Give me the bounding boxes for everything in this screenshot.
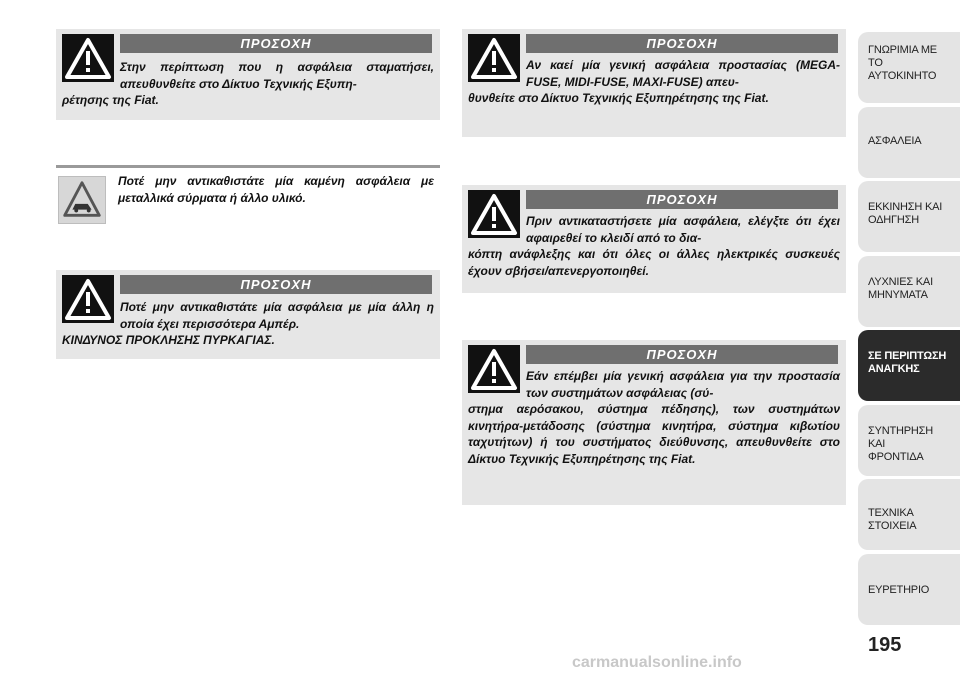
warning-heading: ΠΡΟΣΟΧΗ — [526, 34, 838, 53]
tab-label: ΣΥΝΤΗΡΗΣΗ ΚΑΙ — [868, 425, 933, 450]
tab-label: ΦΡΟΝΤΙΔΑ — [868, 451, 924, 463]
warning-box-1 — [56, 29, 440, 120]
watermark: carmanualsonline.info — [572, 654, 742, 671]
tab-technical-data[interactable] — [858, 479, 960, 550]
warning-heading: ΠΡΟΣΟΧΗ — [526, 190, 838, 209]
warning-heading: ΠΡΟΣΟΧΗ — [120, 34, 432, 53]
warning-heading: ΠΡΟΣΟΧΗ — [120, 275, 432, 294]
note-box-1 — [56, 165, 440, 228]
tab-label: ΓΝΩΡΙΜΙΑ ΜΕ ΤΟ — [868, 44, 937, 69]
tab-introduction[interactable] — [858, 32, 960, 103]
tab-label: ΟΔΗΓΗΣΗ — [868, 214, 919, 226]
tab-label: ΛΥΧΝΙΕΣ ΚΑΙ — [868, 276, 933, 288]
car-note-icon — [58, 176, 106, 224]
warning-text: Πριν αντικαταστήσετε μία ασφάλεια, ελέγξτε ότι έχει αφαιρεθεί το κλειδί από το δια- κόπτη ανάφλεξης και ότι όλες οι άλλες ηλεκτρικές συσκευές έχουν σβήσει/απενεργοποιηθεί. — [468, 214, 840, 278]
tab-label: ΑΝΑΓΚΗΣ — [868, 363, 920, 375]
tab-starting-driving[interactable] — [858, 181, 960, 252]
warning-text: Εάν επέμβει μία γενική ασφάλεια για την προστασία των συστημάτων ασφάλειας (σύ- στημα αερόσακου, σύστημα πέδησης), των συστημάτων κινητήρα-μετάδοσης (σύστημα κινητήρα, σύστημα κιβωτίου ταχυτήτων) ή του συστήματος διεύθυνσης, απευθυνθείτε στο Δίκτυο Τεχνικής Εξυπηρέτησης της Fiat. — [468, 369, 840, 466]
warning-heading: ΠΡΟΣΟΧΗ — [526, 345, 838, 364]
warning-text: Στην περίπτωση που η ασφάλεια σταματήσει, απευθυνθείτε στο Δίκτυο Τεχνικής Εξυπη- ρέτησης της Fiat. — [62, 60, 434, 107]
note-text: Ποτέ μην αντικαθιστάτε μία καμένη ασφάλεια με μεταλλικά σύρματα ή άλλο υλικό. — [118, 174, 434, 205]
tab-label: ΤΕΧΝΙΚΑ ΣΤΟΙΧΕΙΑ — [868, 507, 917, 532]
tab-index[interactable] — [858, 554, 960, 625]
tab-label: ΜΗΝΥΜΑΤΑ — [868, 289, 928, 301]
warning-box-4 — [462, 185, 846, 293]
tab-maintenance[interactable] — [858, 405, 960, 476]
tab-label: ΑΣΦΑΛΕΙΑ — [868, 135, 922, 147]
tab-safety[interactable] — [858, 107, 960, 178]
page-number: 195 — [868, 634, 902, 656]
warning-box-3 — [462, 29, 846, 137]
warning-box-2 — [56, 270, 440, 359]
tab-warning-lights[interactable] — [858, 256, 960, 327]
warning-text: Ποτέ μην αντικαθιστάτε μία ασφάλεια με μία άλλη η οποία έχει περισσότερα Αμπέρ. ΚΙΝΔΥΝΟΣ ΠΡΟΚΛΗΣΗΣ ΠΥΡΚΑΓΙΑΣ. — [62, 300, 434, 347]
warning-box-5 — [462, 340, 846, 505]
tab-label: ΣΕ ΠΕΡΙΠΤΩΣΗ — [868, 350, 947, 362]
tab-label: ΕΥΡΕΤΗΡΙΟ — [868, 584, 930, 596]
tab-label: ΑΥΤΟΚΙΝΗΤΟ — [868, 70, 937, 82]
warning-text: Αν καεί μία γενική ασφάλεια προστασίας (MEGA-FUSE, MIDI-FUSE, MAXI-FUSE) απευ- θυνθείτε στο Δίκτυο Τεχνικής Εξυπηρέτησης της Fiat. — [468, 58, 840, 105]
tab-label: ΕΚΚΙΝΗΣΗ ΚΑΙ — [868, 201, 943, 213]
tab-emergency[interactable] — [858, 330, 960, 401]
